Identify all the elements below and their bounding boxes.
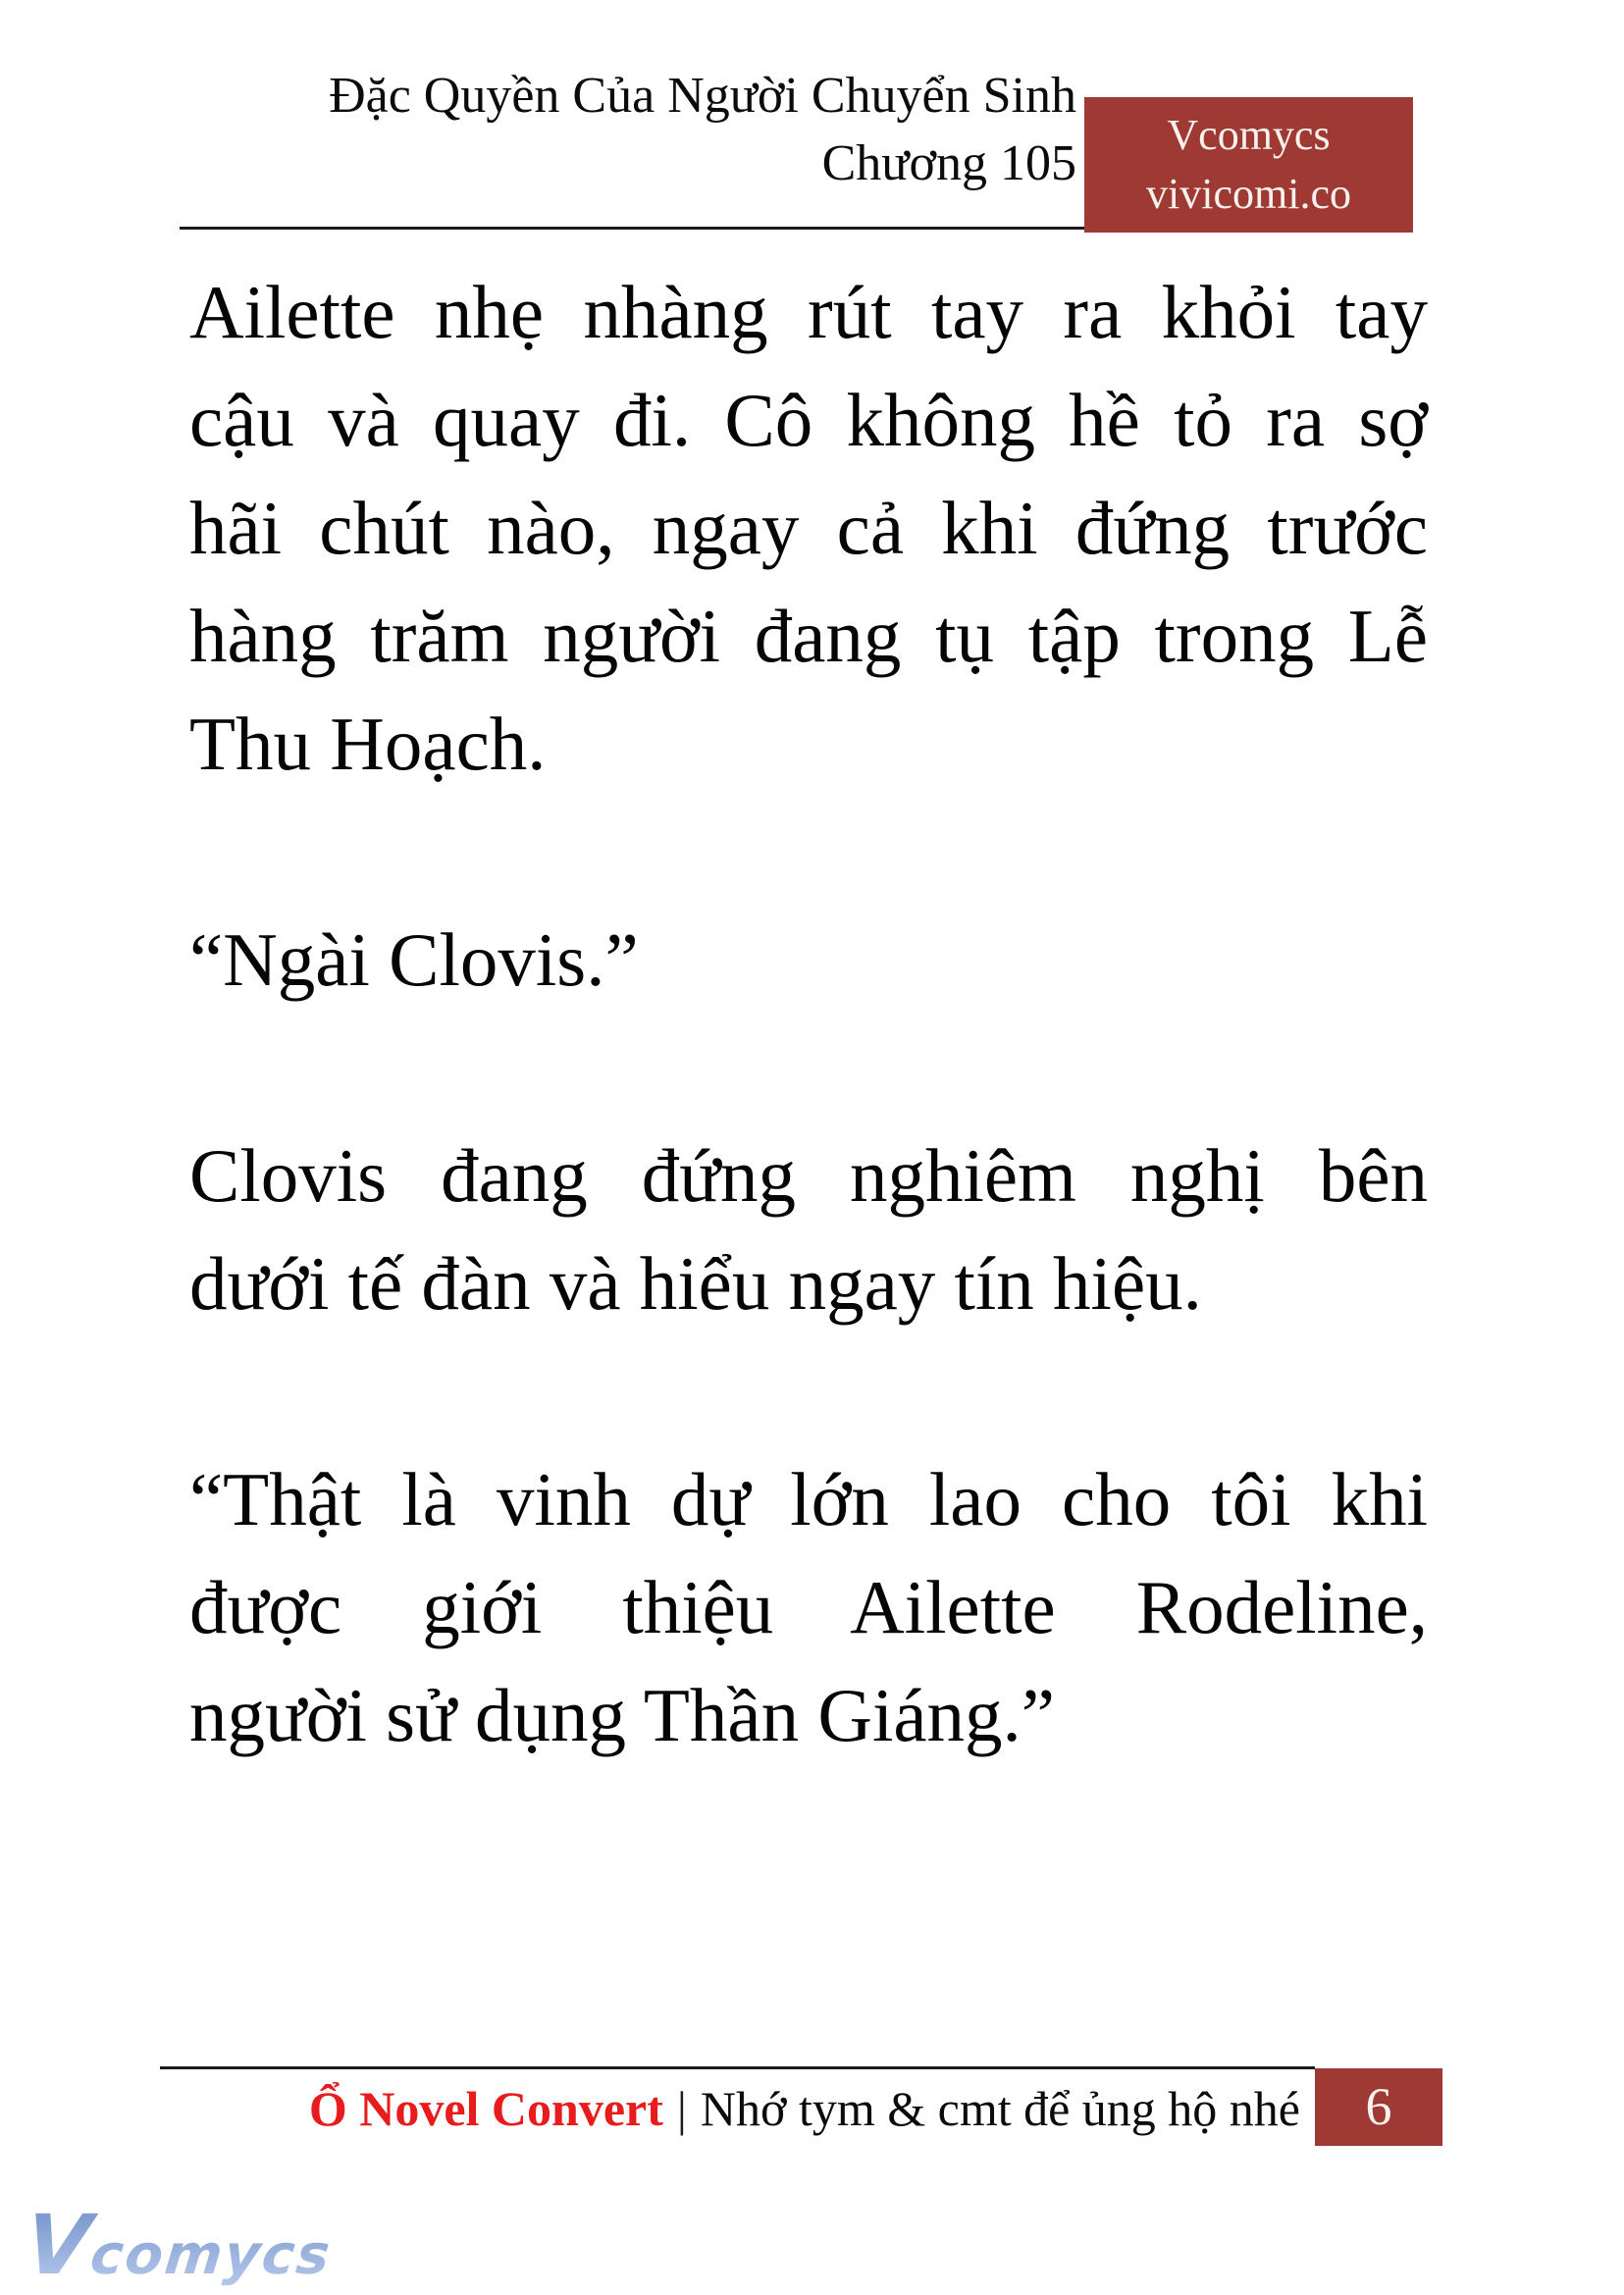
page-number-box — [1315, 2068, 1442, 2146]
page-footer — [309, 2078, 1300, 2139]
header-title: Đặc Quyền Của Người Chuyển Sinh — [329, 68, 1076, 124]
text-line: Clovis đang đứng nghiêm nghị bên — [189, 1133, 1428, 1218]
text-line: dưới tế đàn và hiểu ngay tín hiệu. — [189, 1241, 1202, 1326]
text-line: hãi chút nào, ngay cả khi đứng trước — [189, 486, 1428, 570]
footer-brand: Ổ Novel Convert — [308, 2081, 663, 2136]
text-line: hàng trăm người đang tụ tập trong Lễ — [189, 594, 1428, 678]
brand-name: Vcomycs — [1167, 111, 1331, 159]
header-rule — [180, 227, 1084, 230]
footer-separator: | — [676, 2081, 687, 2136]
brand-box — [1084, 97, 1413, 233]
footer-message: Nhớ tym & cmt để ủng hộ nhé — [700, 2081, 1300, 2136]
text-line: người sử dụng Thần Giáng.” — [189, 1673, 1055, 1757]
footer-rule — [160, 2066, 1315, 2069]
text-line: Thu Hoạch. — [189, 702, 547, 786]
brand-url: vivicomi.co — [1146, 170, 1351, 218]
page-number: 6 — [1365, 2077, 1392, 2136]
text-line: cậu và quay đi. Cô không hề tỏ ra sợ — [189, 378, 1428, 462]
paragraph — [189, 1121, 1428, 1337]
paragraph — [189, 258, 1428, 798]
text-line: “Thật là vinh dự lớn lao cho tôi khi — [189, 1457, 1428, 1541]
vcomycs-logo: Vcomycs — [21, 2204, 337, 2295]
text-line: được giới thiệu Ailette Rodeline, — [189, 1565, 1428, 1649]
paragraph — [189, 1445, 1428, 1769]
header-chapter: Chương 105 — [821, 135, 1076, 191]
page-header — [329, 62, 1076, 197]
text-line: Ailette nhẹ nhàng rút tay ra khỏi tay — [189, 270, 1428, 354]
paragraph — [189, 906, 1428, 1014]
body-text — [189, 258, 1428, 1877]
text-line: “Ngài Clovis.” — [189, 917, 639, 1002]
